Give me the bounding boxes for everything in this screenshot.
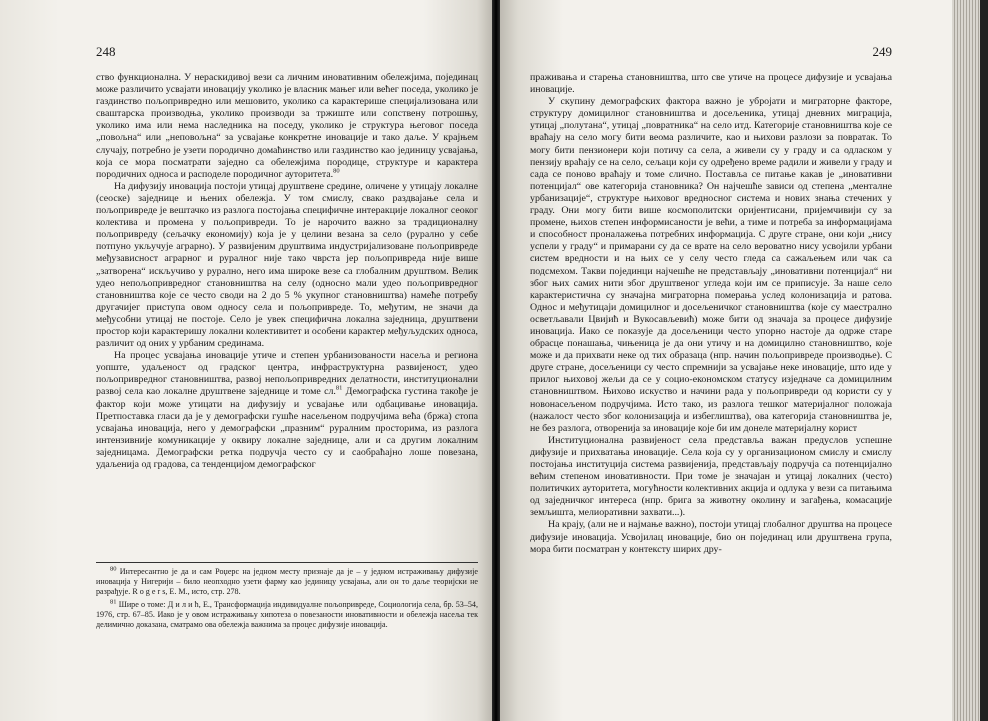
- footnote-ref-80: 80: [333, 167, 340, 175]
- right-page: [500, 0, 952, 721]
- right-paragraph-4: На крају, (али не и најмање важно), постоји утицај глобалног друштва на процесе дифузије иновација. Усвојилац иновације, био он појединац или друштвена група, мора бити посматран у контексту ширих дру-: [530, 519, 892, 555]
- left-paragraph-3: На процес усвајања иновације утиче и степен урбанизованости насеља и региона уопште, удаљеност од градског центра, инфраструктурна развијеност, удео пољопривредног становништва, развој непољопривредних делатности, институционални развој села као локалне друштвене заједнице и томе сл.$^{81}$ Демографска густина такође је фактор који може утицати на дифузију и усвајање или одбацивање иновација. Претпоставка гласи да је у демографски гушће насељеном подручјима већа (бржа) стопа усвајања иновација, него у демографски „празним“ руралним просторима, из разлога интензивније комуникације у оквиру локалне заједнице, али и са другим локалним заједницама. Демографски ретка подручја често су и саобраћајно лоше повезана, удаљенија од градова, са тенденцијом демографског: [96, 350, 478, 470]
- left-paragraph-2: На дифузију иновација постоји утицај друштвене средине, оличене у утицају локалне (сеоске) заједнице и њених обележја. У том смислу, свако раздвајање села и пољопривреде је вештачко из разлога постојања специфичне интеракције локалног сеоког колектива и промена у пољопривреди. То је нарочито важно за традиционалну пољопривреду (сељачку економију) која је у целини везана за село (рурално у себе потпуно укључује аграрно). У развијеним друштвима индустријализоване пољопривреде међузависност аграрног и руралног није тако чврста јер пољопривреда није више „затворена“ искључиво у рурално, него има широке везе са глобалним друштвом. Велик удео непољопривредног становништва на селу (односно мали удео пољопривредног становништва које се често своди на 2 до 5 % укупног становништва) намеће потребу другачијег приступа овом односу села и пољопривреде. То, међутим, не значи да међусобни утицај не постоје. Село је увек специфична локална заједница, друштвени простор који карактеришу локални колективитет и особени карактер међуљудских односа, различит од оних у урбаним срединама.: [96, 180, 478, 350]
- right-paragraph-1: праживања и старења становништва, што све утиче на процесе дифузије и усвајања иновације.: [530, 72, 892, 96]
- left-page: [0, 0, 492, 721]
- footnote-ref-81: 81: [335, 385, 343, 393]
- page-number-right: 249: [872, 44, 892, 59]
- left-body-text: [96, 72, 478, 471]
- footnote-80: $^{80}$ Интересантно је да и сам Роџерс на једном месту признаје да је – у једном истраживању дифузије иновација у Нигерији – било неопходно узети фарму као јединицу усвајања, али он то даље теоријски не разрађује. R o g e r s, E. M., исто, стр. 278.: [96, 565, 478, 597]
- right-body-text: [530, 72, 892, 556]
- footnotes: [96, 562, 478, 632]
- right-paragraph-2: У скупину демографских фактора важно је убројати и миграторне факторе, структуру домицилног становништва и досељеника, утицај дневних миграција, утицај „полутана“, утицај „повратника“ на село итд. Категорије становништва које се враћају на село могу бити веома различите, као и њихови разлози за повратак. То могу бити пензионери који потичу са села, а живели су у граду и са одласком у пензију враћају се на село, сељаци који су одређено време радили и живели у граду и сада се поново враћају и томе слично. Поставља се питање какав је „иновативни потенцијал“ ове категорија становника? Он најчешће зависи од степена „менталне урбанизације“, структуре њиховог вредносног система и нових знања стечених у граду. Они могу бити више космополитски оријентисани, пријемчивији су за промене, њихов степен информисаности је већи, а тиме и потреба за информацијама и способност проналажења потребних информација. С друге стране, они који „нису успели у граду“ и примарани су да се врате на село вероватно нису усвојили урбани систем вредности и на њих се у селу често гледа са сажаљењем или чак са подсмехом. Такви појединци најчешће не представљају „иновативни потенцијал“ ни због њих самих нити због друштвеног угледа који им се приписује. За наше село карактеристична су значајна миграторна померања услед колонизација и ратова. Однос и међутицаји домицилног и досељеничког становништва (које су маестрално осветљавали Цвијић и Вукосављевић) може бити од значаја за процесе дифузије иновација. Иако се показује да досељеници често упорно настоје да одрже старе обрасце понашања, чињеница је да они утичу и на домицилно становништво, које може и да прихвати неке од тих образаца (нпр. начин пољопривреде производње). С друге стране, досељеници су често спремнији за усвајање неке иновације, што иде у прилог њиховој жељи да се у социо-економском статусу изједначе са домицилним становништвом. Њихово искуство и начини рада у пољопривреди од користи су у новонасељеном подручјима. Исто тако, из разлога тешког материјалног положаја (нажалост често због колонизација и избеглиштва), ова категорија становништва је, не без разлога, отворенија за иновације које би им донеле материјалну корист: [530, 96, 892, 434]
- book-gutter: [492, 0, 500, 721]
- footnote-81: $^{81}$ Шире о томе: Д и л и ћ, Е., Трансформација индивидуалне пољопривреде, Социологија села, бр. 53–54, 1976, стр. 67–85. Иако је у овом истраживању хипотеза о повезаности иновативности и обележја насеља тек делимично доказана, сматрамо ова обележја важнима за процес дифузије иновација.: [96, 597, 478, 630]
- page-number-left: 248: [96, 44, 116, 59]
- left-paragraph-1: ство функционална. У нераскидивој вези са личним иновативним обележјима, појединац може различито усвајати иновацију уколико је власник мањег или већег поседа, уколико је газдинство пољопривредно или мешовито, уколико са карактерише специјализована или свaштарска производња, уколико производи за тржиште или сопствену потрошњу, уколико има или нема наследника на поседу, уколико је структура његовог поседа „повољна“ или „неповољна“ за усвајање конкретне иновације и тако даље. У крајњем случају, потребно је узети породично домаћинство или газдинство као јединицу усвајања, која се мора посматрати заједно са обележјима породице, структуре и карактера породичних односа и расподеле породичног ауторитета.$^{80}$: [96, 72, 478, 180]
- right-paragraph-3: Институционална развијеност села представља важан предуслов успешне дифузије и прихватања иновације. Села која су у организационом смислу и смислу постојања институција система развијенија, представљају подручја са потенцијално већим степеном иновативности. При томе је значајан и утицај локалних (често) политичких ауторитета, могућности колективних акција и одлука у вези са питањима од заједничког интереса (нпр. брига за животну околину и загађења, комасације земљишта, мелиоративни захвати...).: [530, 434, 892, 519]
- book-page-edges: [952, 0, 988, 721]
